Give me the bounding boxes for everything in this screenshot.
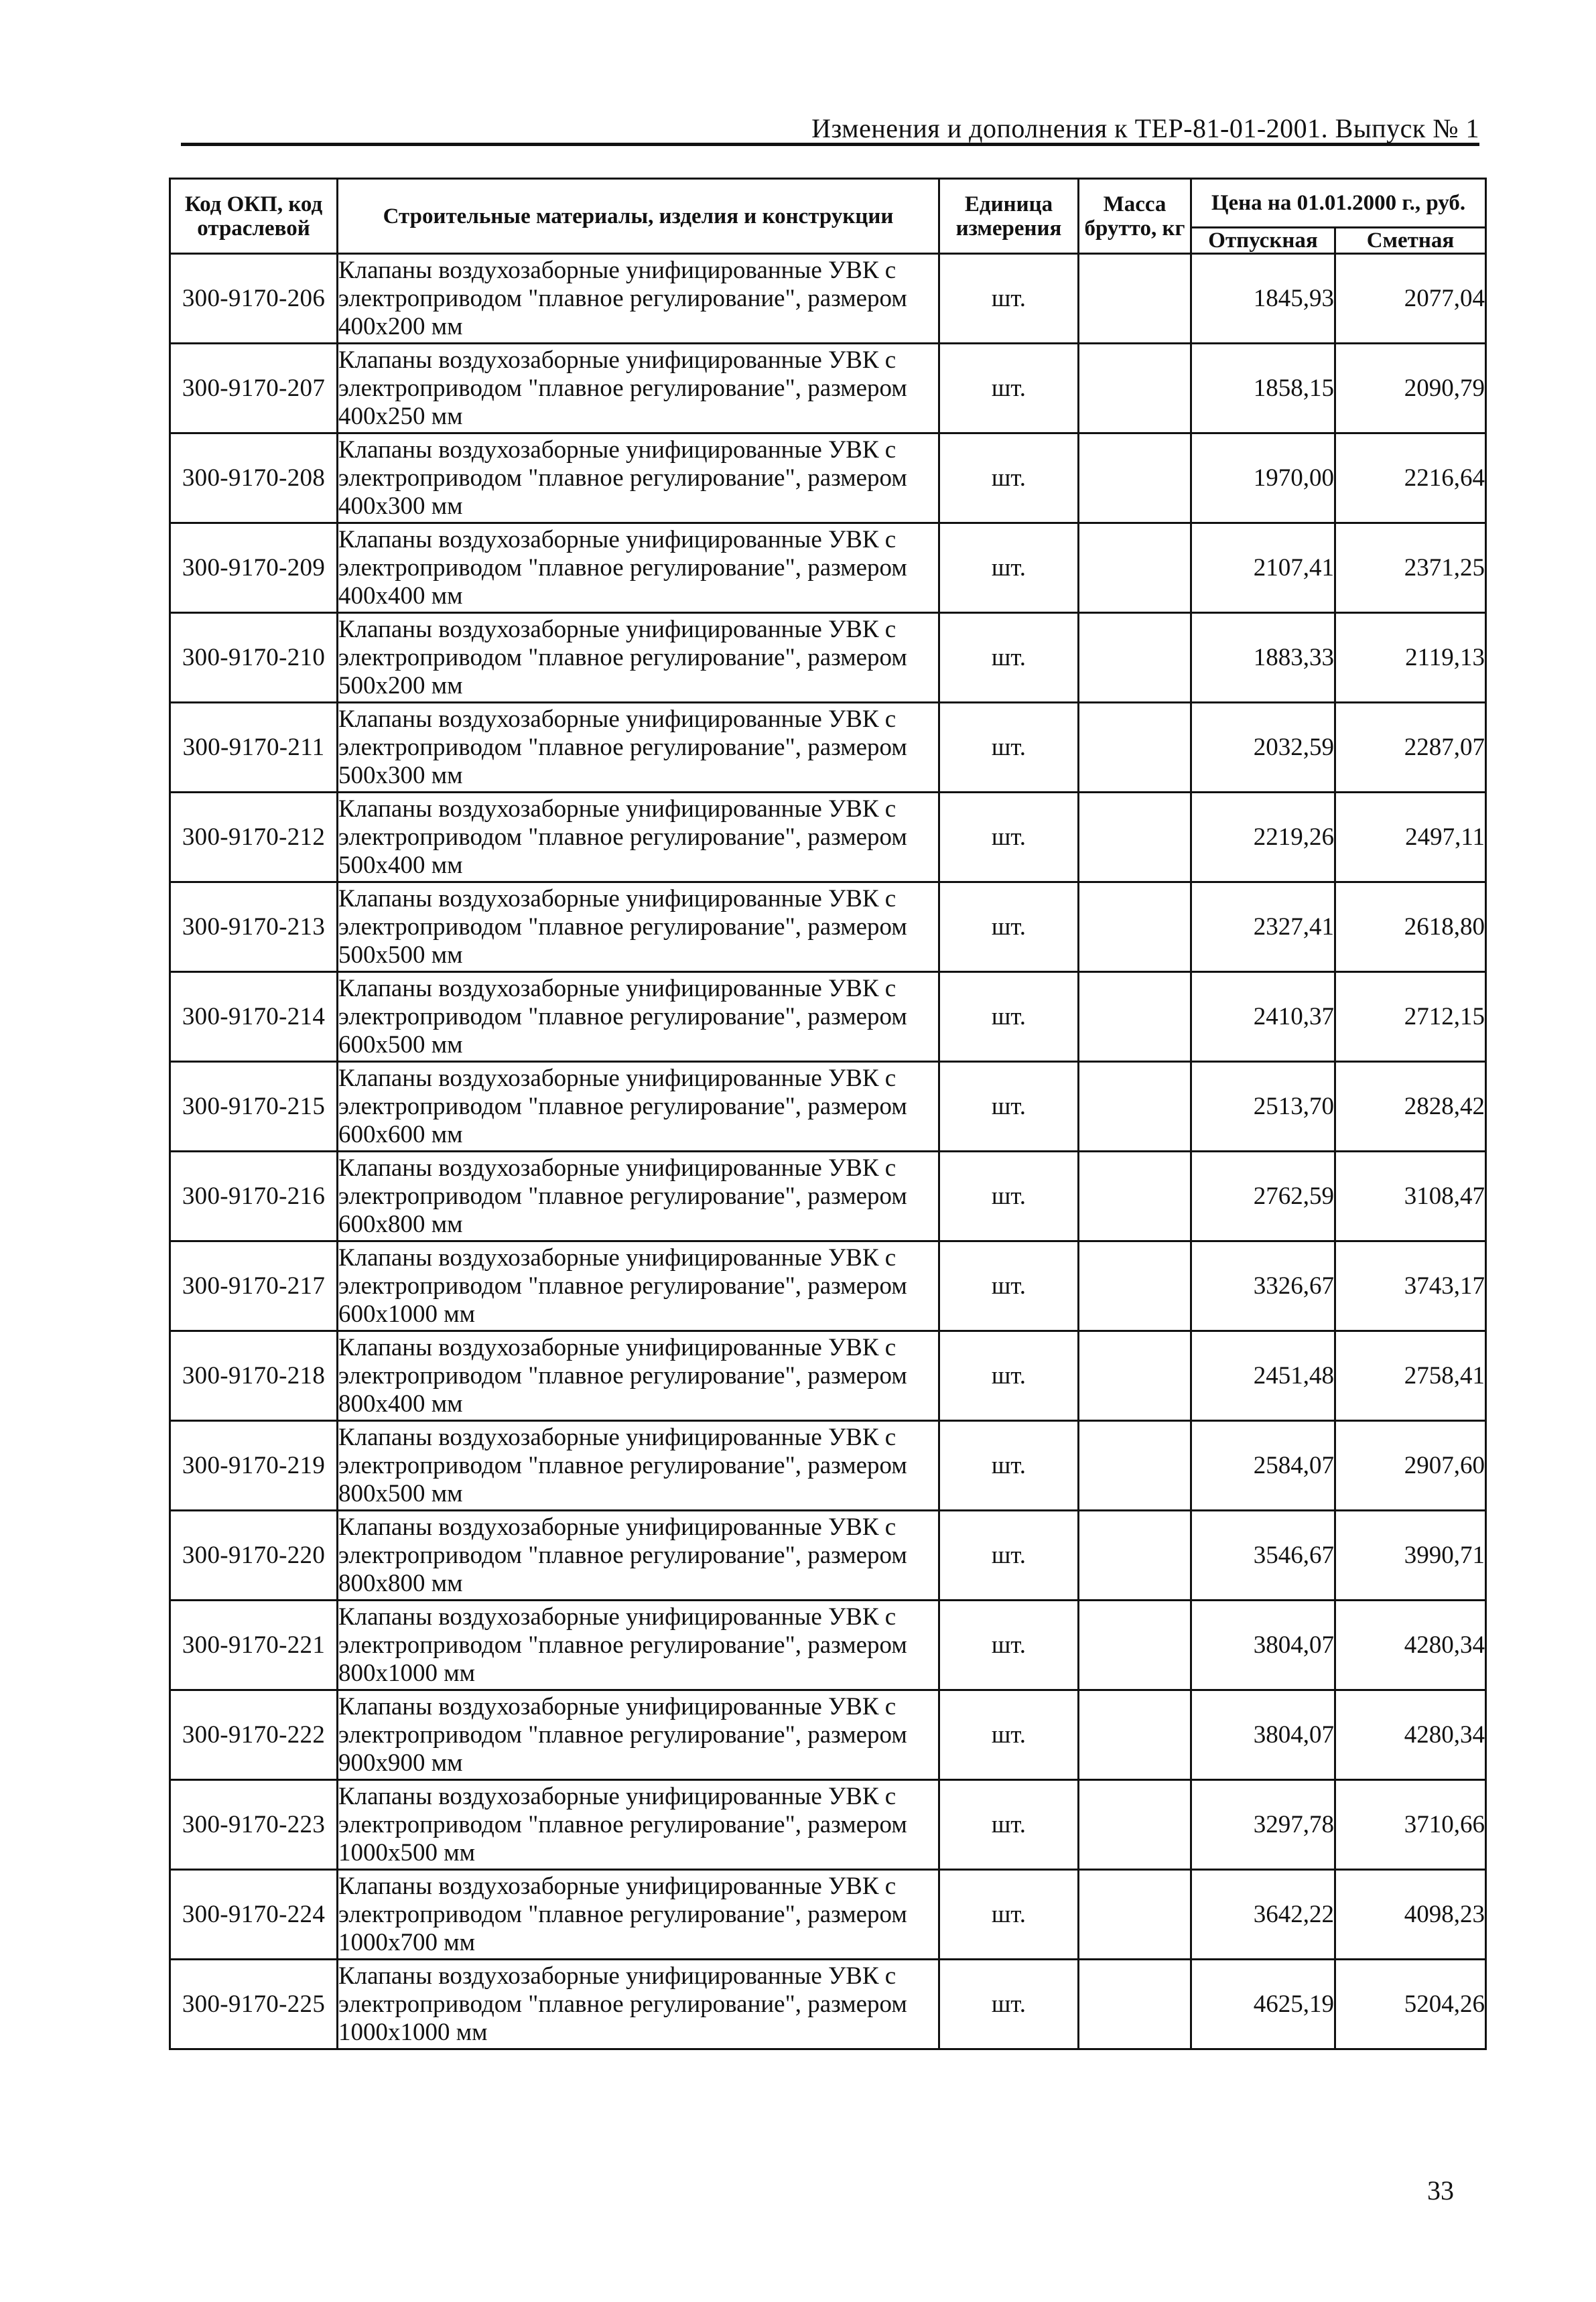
- cell-unit: шт.: [939, 1690, 1079, 1780]
- cell-mass: [1079, 1870, 1191, 1960]
- cell-price-release: 3546,67: [1191, 1511, 1335, 1601]
- cell-price-release: 4625,19: [1191, 1960, 1335, 2049]
- cell-price-estimate: 4280,34: [1335, 1690, 1486, 1780]
- cell-price-release: 2107,41: [1191, 523, 1335, 613]
- table-row: [170, 1331, 1486, 1421]
- cell-name: Клапаны воздухозаборные унифицированные УВК с электроприводом "плавное регулирование", размером 600х500 мм: [338, 972, 939, 1062]
- column-header-name: Строительные материалы, изделия и конструкции: [338, 179, 939, 254]
- table-row: [170, 1511, 1486, 1601]
- table-row: [170, 703, 1486, 793]
- cell-unit: шт.: [939, 1421, 1079, 1511]
- cell-price-release: 2513,70: [1191, 1062, 1335, 1152]
- cell-price-release: 1858,15: [1191, 344, 1335, 433]
- cell-unit: шт.: [939, 1511, 1079, 1601]
- cell-code: 300-9170-214: [170, 972, 338, 1062]
- column-header-mass: Масса брутто, кг: [1079, 179, 1191, 254]
- cell-mass: [1079, 1601, 1191, 1690]
- cell-name: Клапаны воздухозаборные унифицированные УВК с электроприводом "плавное регулирование", размером 400х250 мм: [338, 344, 939, 433]
- cell-unit: шт.: [939, 1331, 1079, 1421]
- cell-mass: [1079, 703, 1191, 793]
- cell-code: 300-9170-212: [170, 793, 338, 882]
- cell-name: Клапаны воздухозаборные унифицированные УВК с электроприводом "плавное регулирование", размером 1000х500 мм: [338, 1780, 939, 1870]
- document-header: Изменения и дополнения к ТЕР-81-01-2001. Выпуск № 1: [811, 113, 1479, 143]
- table-row: [170, 523, 1486, 613]
- cell-code: 300-9170-225: [170, 1960, 338, 2049]
- cell-mass: [1079, 523, 1191, 613]
- table-row: [170, 1241, 1486, 1331]
- cell-name: Клапаны воздухозаборные унифицированные УВК с электроприводом "плавное регулирование", размером 400х400 мм: [338, 523, 939, 613]
- cell-mass: [1079, 1421, 1191, 1511]
- cell-unit: шт.: [939, 1152, 1079, 1241]
- table-row: [170, 1780, 1486, 1870]
- cell-mass: [1079, 1690, 1191, 1780]
- cell-mass: [1079, 1062, 1191, 1152]
- cell-price-estimate: 3710,66: [1335, 1780, 1486, 1870]
- cell-name: Клапаны воздухозаборные унифицированные УВК с электроприводом "плавное регулирование", размером 800х500 мм: [338, 1421, 939, 1511]
- cell-price-estimate: 2618,80: [1335, 882, 1486, 972]
- cell-mass: [1079, 1511, 1191, 1601]
- cell-code: 300-9170-211: [170, 703, 338, 793]
- cell-price-release: 1970,00: [1191, 433, 1335, 523]
- cell-unit: шт.: [939, 1062, 1079, 1152]
- cell-mass: [1079, 1241, 1191, 1331]
- cell-price-estimate: 4280,34: [1335, 1601, 1486, 1690]
- table-row: [170, 344, 1486, 433]
- cell-price-release: 3804,07: [1191, 1601, 1335, 1690]
- table-row: [170, 433, 1486, 523]
- cell-price-release: 3804,07: [1191, 1690, 1335, 1780]
- cell-price-estimate: 2090,79: [1335, 344, 1486, 433]
- cell-unit: шт.: [939, 613, 1079, 703]
- cell-code: 300-9170-217: [170, 1241, 338, 1331]
- cell-price-estimate: 2077,04: [1335, 254, 1486, 344]
- cell-price-estimate: 2907,60: [1335, 1421, 1486, 1511]
- cell-unit: шт.: [939, 1241, 1079, 1331]
- cell-mass: [1079, 344, 1191, 433]
- cell-price-estimate: 3990,71: [1335, 1511, 1486, 1601]
- cell-code: 300-9170-218: [170, 1331, 338, 1421]
- cell-name: Клапаны воздухозаборные унифицированные УВК с электроприводом "плавное регулирование", размером 600х800 мм: [338, 1152, 939, 1241]
- cell-unit: шт.: [939, 1780, 1079, 1870]
- cell-price-release: 2327,41: [1191, 882, 1335, 972]
- cell-price-estimate: 2216,64: [1335, 433, 1486, 523]
- page-number: 33: [1427, 2175, 1454, 2206]
- cell-price-estimate: 5204,26: [1335, 1960, 1486, 2049]
- cell-code: 300-9170-224: [170, 1870, 338, 1960]
- cell-unit: шт.: [939, 344, 1079, 433]
- header-rule: [181, 143, 1479, 146]
- cell-mass: [1079, 613, 1191, 703]
- column-header-code: Код ОКП, код отраслевой: [170, 179, 338, 254]
- cell-price-estimate: 2828,42: [1335, 1062, 1486, 1152]
- table-row: [170, 1601, 1486, 1690]
- table-row: [170, 1421, 1486, 1511]
- cell-mass: [1079, 433, 1191, 523]
- table-row: [170, 972, 1486, 1062]
- cell-code: 300-9170-210: [170, 613, 338, 703]
- cell-mass: [1079, 1331, 1191, 1421]
- cell-code: 300-9170-222: [170, 1690, 338, 1780]
- cell-unit: шт.: [939, 703, 1079, 793]
- cell-name: Клапаны воздухозаборные унифицированные УВК с электроприводом "плавное регулирование", размером 500х200 мм: [338, 613, 939, 703]
- cell-code: 300-9170-208: [170, 433, 338, 523]
- cell-name: Клапаны воздухозаборные унифицированные УВК с электроприводом "плавное регулирование", размером 800х1000 мм: [338, 1601, 939, 1690]
- cell-price-release: 1883,33: [1191, 613, 1335, 703]
- cell-name: Клапаны воздухозаборные унифицированные УВК с электроприводом "плавное регулирование", размером 800х400 мм: [338, 1331, 939, 1421]
- cell-price-release: 2410,37: [1191, 972, 1335, 1062]
- cell-name: Клапаны воздухозаборные унифицированные УВК с электроприводом "плавное регулирование", размером 500х300 мм: [338, 703, 939, 793]
- cell-price-release: 1845,93: [1191, 254, 1335, 344]
- table-row: [170, 793, 1486, 882]
- table-row: [170, 613, 1486, 703]
- cell-unit: шт.: [939, 1870, 1079, 1960]
- cell-mass: [1079, 1152, 1191, 1241]
- cell-price-estimate: 2371,25: [1335, 523, 1486, 613]
- cell-price-release: 2032,59: [1191, 703, 1335, 793]
- cell-unit: шт.: [939, 254, 1079, 344]
- cell-code: 300-9170-215: [170, 1062, 338, 1152]
- cell-price-release: 2219,26: [1191, 793, 1335, 882]
- table-row: [170, 1960, 1486, 2049]
- cell-unit: шт.: [939, 972, 1079, 1062]
- cell-mass: [1079, 254, 1191, 344]
- cell-price-estimate: 2119,13: [1335, 613, 1486, 703]
- column-header-price-estimate: Сметная: [1335, 228, 1486, 254]
- cell-price-estimate: 3743,17: [1335, 1241, 1486, 1331]
- cell-code: 300-9170-221: [170, 1601, 338, 1690]
- cell-price-release: 3297,78: [1191, 1780, 1335, 1870]
- cell-code: 300-9170-206: [170, 254, 338, 344]
- cell-price-estimate: 3108,47: [1335, 1152, 1486, 1241]
- cell-unit: шт.: [939, 882, 1079, 972]
- cell-mass: [1079, 1780, 1191, 1870]
- cell-code: 300-9170-216: [170, 1152, 338, 1241]
- table-body: [170, 254, 1486, 2049]
- cell-price-release: 3642,22: [1191, 1870, 1335, 1960]
- cell-code: 300-9170-207: [170, 344, 338, 433]
- table-row: [170, 882, 1486, 972]
- column-header-price-group: Цена на 01.01.2000 г., руб.: [1191, 179, 1486, 228]
- cell-name: Клапаны воздухозаборные унифицированные УВК с электроприводом "плавное регулирование", размером 900х900 мм: [338, 1690, 939, 1780]
- cell-unit: шт.: [939, 523, 1079, 613]
- cell-mass: [1079, 882, 1191, 972]
- cell-price-estimate: 2287,07: [1335, 703, 1486, 793]
- cell-price-estimate: 2497,11: [1335, 793, 1486, 882]
- cell-price-release: 2451,48: [1191, 1331, 1335, 1421]
- cell-unit: шт.: [939, 793, 1079, 882]
- cell-price-release: 2584,07: [1191, 1421, 1335, 1511]
- cell-price-release: 2762,59: [1191, 1152, 1335, 1241]
- cell-code: 300-9170-209: [170, 523, 338, 613]
- cell-unit: шт.: [939, 1601, 1079, 1690]
- cell-code: 300-9170-220: [170, 1511, 338, 1601]
- column-header-unit: Единица измерения: [939, 179, 1079, 254]
- cell-name: Клапаны воздухозаборные унифицированные УВК с электроприводом "плавное регулирование", размером 600х1000 мм: [338, 1241, 939, 1331]
- table-row: [170, 1690, 1486, 1780]
- cell-code: 300-9170-223: [170, 1780, 338, 1870]
- cell-name: Клапаны воздухозаборные унифицированные УВК с электроприводом "плавное регулирование", размером 500х500 мм: [338, 882, 939, 972]
- cell-name: Клапаны воздухозаборные унифицированные УВК с электроприводом "плавное регулирование", размером 400х200 мм: [338, 254, 939, 344]
- cell-name: Клапаны воздухозаборные унифицированные УВК с электроприводом "плавное регулирование", размером 600х600 мм: [338, 1062, 939, 1152]
- cell-name: Клапаны воздухозаборные унифицированные УВК с электроприводом "плавное регулирование", размером 1000х1000 мм: [338, 1960, 939, 2049]
- cell-unit: шт.: [939, 1960, 1079, 2049]
- table-row: [170, 1062, 1486, 1152]
- cell-name: Клапаны воздухозаборные унифицированные УВК с электроприводом "плавное регулирование", размером 500х400 мм: [338, 793, 939, 882]
- table-row: [170, 1870, 1486, 1960]
- cell-name: Клапаны воздухозаборные унифицированные УВК с электроприводом "плавное регулирование", размером 400х300 мм: [338, 433, 939, 523]
- cell-unit: шт.: [939, 433, 1079, 523]
- cell-name: Клапаны воздухозаборные унифицированные УВК с электроприводом "плавное регулирование", размером 800х800 мм: [338, 1511, 939, 1601]
- cell-price-release: 3326,67: [1191, 1241, 1335, 1331]
- cell-name: Клапаны воздухозаборные унифицированные УВК с электроприводом "плавное регулирование", размером 1000х700 мм: [338, 1870, 939, 1960]
- cell-mass: [1079, 793, 1191, 882]
- cell-code: 300-9170-213: [170, 882, 338, 972]
- cell-price-estimate: 2758,41: [1335, 1331, 1486, 1421]
- cell-mass: [1079, 972, 1191, 1062]
- column-header-price-release: Отпускная: [1191, 228, 1335, 254]
- cell-code: 300-9170-219: [170, 1421, 338, 1511]
- cell-price-estimate: 4098,23: [1335, 1870, 1486, 1960]
- price-table: [169, 178, 1487, 2050]
- table-row: [170, 254, 1486, 344]
- cell-mass: [1079, 1960, 1191, 2049]
- table-row: [170, 1152, 1486, 1241]
- cell-price-estimate: 2712,15: [1335, 972, 1486, 1062]
